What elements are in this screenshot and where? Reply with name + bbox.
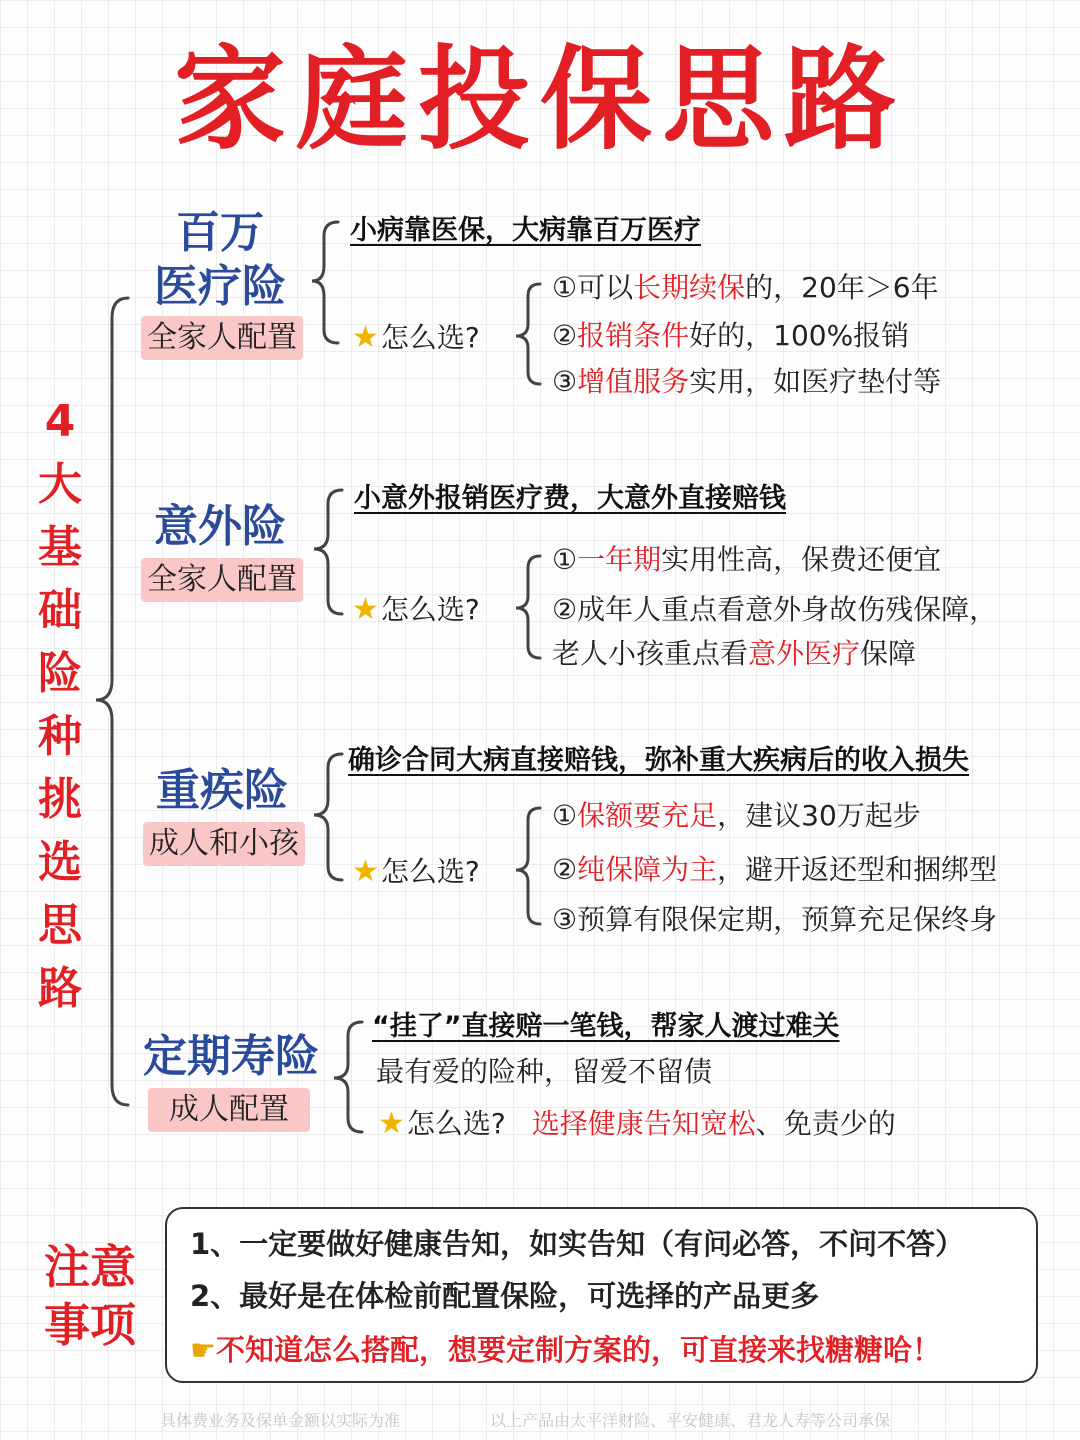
section4-name-line: 定期寿险 <box>143 1031 319 1082</box>
section3-tag: 成人和小孩 <box>143 822 305 866</box>
note-item-2: 2、最好是在体检前配置保险，可选择的产品更多 <box>190 1279 820 1313</box>
section2-bracket <box>314 490 342 614</box>
section2-name <box>140 500 300 554</box>
section2-how-to-choose <box>352 590 480 630</box>
section4-name <box>140 1030 322 1084</box>
section3-headline: 确诊合同大病直接赔钱，弥补重大疾病后的收入损失 <box>348 745 969 776</box>
star-icon: ★ <box>352 854 379 889</box>
star-icon: ★ <box>352 320 379 355</box>
how-label: 怎么选? <box>380 321 480 354</box>
section1-point-3: ③增值服务实用，如医疗垫付等 <box>552 365 942 398</box>
side-label-char: 基 <box>38 522 82 573</box>
section1-tag: 全家人配置 <box>141 316 303 360</box>
section1-headline: 小病靠医保，大病靠百万医疗 <box>350 215 701 246</box>
section1-name-line: 医疗险 <box>154 261 286 312</box>
section2-headline: 小意外报销医疗费，大意外直接赔钱 <box>354 483 786 514</box>
footer-left: 具体费业务及保单金额以实际为准 <box>160 1411 401 1430</box>
section1-how-to-choose <box>352 318 480 358</box>
side-label-char: 种 <box>38 711 82 762</box>
section1-name <box>140 206 300 314</box>
section3-bracket <box>314 754 342 880</box>
side-label-char: 选 <box>38 837 82 888</box>
how-label: 怎么选? <box>380 593 480 626</box>
section4-line-2: 最有爱的险种，留爱不留债 <box>376 1055 713 1088</box>
how-label: 怎么选? <box>406 1107 506 1140</box>
how-label: 怎么选? <box>380 855 480 888</box>
section2-sub-bracket <box>516 556 540 658</box>
section3-point-1: ①保额要充足，建议30万起步 <box>552 799 921 832</box>
section4-how-to-choose <box>378 1104 896 1144</box>
section2-point-3: 老人小孩重点看意外医疗保障 <box>552 637 917 670</box>
star-icon: ★ <box>352 592 379 627</box>
section3-how-to-choose <box>352 852 480 892</box>
side-label-char: 挑 <box>38 774 82 825</box>
section3-point-2: ②纯保障为主，避开返还型和捆绑型 <box>552 853 998 886</box>
section4-choose-rest: 、免责少的 <box>755 1107 896 1140</box>
note-item-1: 1、一定要做好健康告知，如实告知（有问必答，不问不答） <box>190 1227 965 1261</box>
section4-choose-highlight: 选择健康告知宽松 <box>531 1107 756 1140</box>
section3-sub-bracket <box>516 808 540 924</box>
footer-right: 以上产品由太平洋财险、平安健康、君龙人寿等公司承保 <box>490 1411 891 1430</box>
section1-point-2: ②报销条件好的，100%报销 <box>552 319 910 352</box>
section1-point-1: ①可以长期续保的，20年＞6年 <box>552 271 939 304</box>
section1-name-line: 百万 <box>176 207 264 258</box>
side-label-char: 险 <box>38 648 82 699</box>
notes-title: 注意 事项 <box>44 1240 136 1352</box>
section4-bracket <box>334 1022 362 1132</box>
section2-name-line: 意外险 <box>154 501 286 552</box>
side-label-char: 思 <box>38 900 82 951</box>
section4-tag: 成人配置 <box>148 1088 310 1132</box>
star-icon: ★ <box>378 1106 405 1141</box>
section3-point-3: ③预算有限保定期，预算充足保终身 <box>552 903 998 936</box>
section2-tag: 全家人配置 <box>141 558 303 602</box>
side-label-char: 4 <box>44 396 76 447</box>
page-title: 家庭投保思路 <box>174 35 906 165</box>
side-label-char: 路 <box>38 963 82 1014</box>
section1-bracket <box>312 222 338 343</box>
side-label-char: 大 <box>38 459 82 510</box>
section4-headline: “挂了”直接赔一笔钱，帮家人渡过难关 <box>372 1011 840 1042</box>
section3-name-line: 重疾险 <box>156 765 288 816</box>
section2-point-2: ②成年人重点看意外身故伤残保障， <box>552 593 998 626</box>
section1-sub-bracket <box>516 284 540 384</box>
main-bracket <box>96 298 128 1105</box>
section2-point-1: ①一年期实用性高，保费还便宜 <box>552 543 942 576</box>
note-cta: ☛不知道怎么搭配，想要定制方案的，可直接来找糖糖哈！ <box>190 1333 942 1367</box>
pointing-hand-icon: ☛ <box>190 1333 216 1367</box>
side-label-char: 础 <box>38 585 82 636</box>
section3-name <box>140 764 304 818</box>
